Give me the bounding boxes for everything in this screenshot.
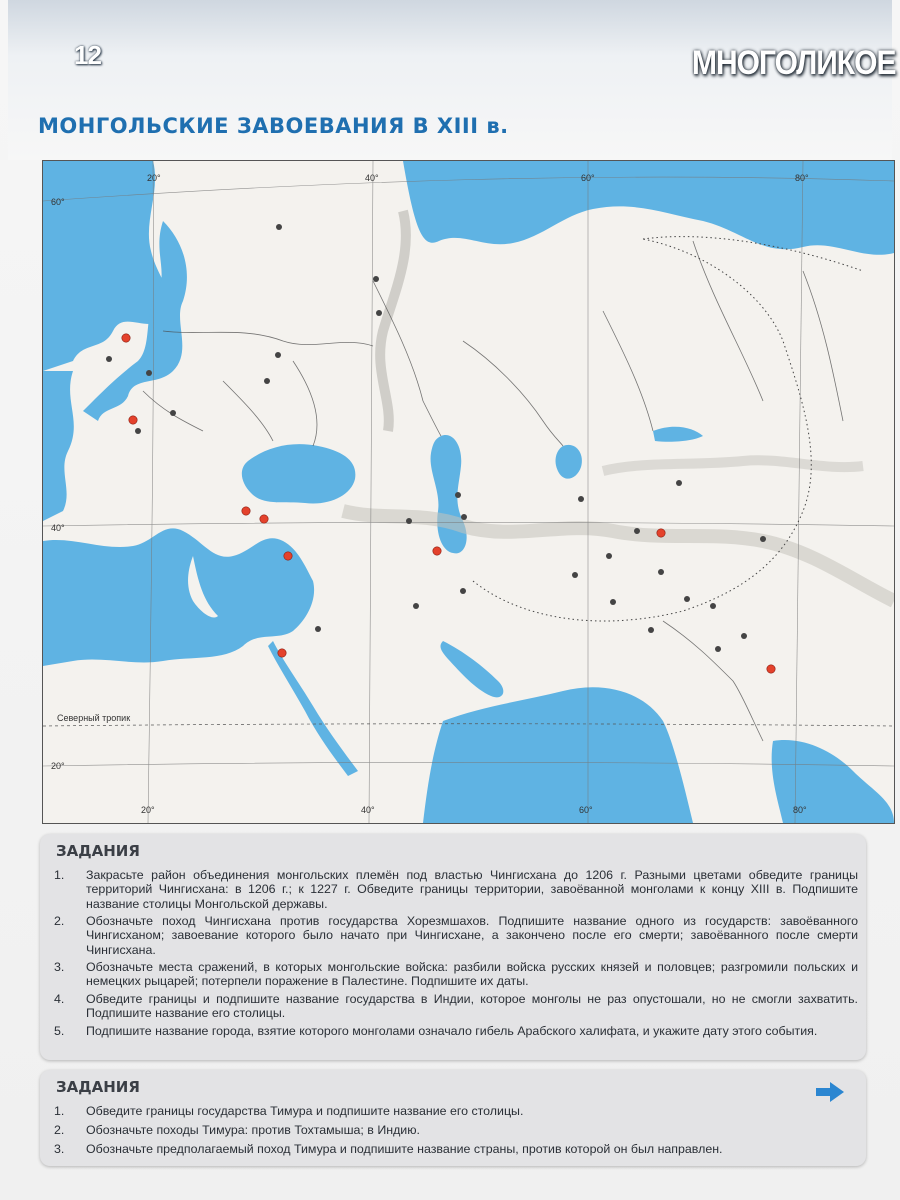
city-marker[interactable]: [648, 627, 654, 633]
task-item: [54, 1123, 860, 1139]
task-item: [54, 960, 860, 990]
city-marker[interactable]: [460, 588, 466, 594]
task-text: Подпишите название города, взятие которого монголами означало гибель Арабского халифата, и укажите дату этого события.: [86, 1024, 818, 1038]
city-marker[interactable]: [634, 528, 640, 534]
brand-title: МНОГОЛИКОЕ: [692, 44, 896, 82]
city-marker[interactable]: [376, 310, 382, 316]
task-number: 3.: [54, 960, 65, 974]
city-marker[interactable]: [741, 633, 747, 639]
city-marker[interactable]: [264, 378, 270, 384]
task-item: [54, 868, 860, 912]
longitude-label-60: 60°: [581, 173, 595, 183]
task-number: 2.: [54, 1123, 65, 1137]
battle-marker[interactable]: [284, 552, 292, 560]
task-number: 3.: [54, 1142, 65, 1156]
city-marker[interactable]: [715, 646, 721, 652]
city-marker[interactable]: [606, 553, 612, 559]
contour-map: [42, 160, 895, 824]
city-marker[interactable]: [610, 599, 616, 605]
battle-marker[interactable]: [767, 665, 775, 673]
longitude-label-80: 80°: [795, 173, 809, 183]
battle-marker[interactable]: [129, 416, 137, 424]
city-marker[interactable]: [684, 596, 690, 602]
task-number: 5.: [54, 1024, 65, 1038]
city-marker[interactable]: [461, 514, 467, 520]
tasks-panel-mongols: [40, 834, 866, 1060]
page-title: МОНГОЛЬСКИЕ ЗАВОЕВАНИЯ В XIII в.: [38, 114, 509, 138]
tropic-label: Северный тропик: [57, 713, 131, 723]
city-marker[interactable]: [275, 352, 281, 358]
task-text: Обведите границы государства Тимура и подпишите название его столицы.: [86, 1104, 524, 1118]
task-number: 1.: [54, 1104, 65, 1118]
city-marker[interactable]: [658, 569, 664, 575]
battle-marker[interactable]: [242, 507, 250, 515]
latitude-label-20: 20°: [51, 761, 65, 771]
city-marker[interactable]: [135, 428, 141, 434]
task-text: Обозначьте походы Тимура: против Тохтамыша; в Индию.: [86, 1123, 420, 1137]
battle-marker[interactable]: [278, 649, 286, 657]
task-item: [54, 1104, 860, 1120]
task-item: [54, 914, 860, 958]
battle-marker[interactable]: [122, 334, 130, 342]
longitude-label-60-bottom: 60°: [579, 805, 593, 815]
task-text: Обозначьте поход Чингисхана против государства Хорезмшахов. Подпишите название одного из государств: завоёванного Чингисханом; завоевание которого было начато при Чингисхане, а закончено после его смерти; завоёванного после смерти Чингисхана.: [86, 914, 858, 957]
task-number: 1.: [54, 868, 65, 882]
city-marker[interactable]: [572, 572, 578, 578]
battle-marker[interactable]: [260, 515, 268, 523]
city-marker[interactable]: [106, 356, 112, 362]
city-marker[interactable]: [760, 536, 766, 542]
map-svg: [43, 161, 894, 823]
longitude-label-40-bottom: 40°: [361, 805, 375, 815]
longitude-label-20-bottom: 20°: [141, 805, 155, 815]
city-marker[interactable]: [373, 276, 379, 282]
city-marker[interactable]: [455, 492, 461, 498]
task-item: [54, 992, 860, 1022]
right-arrow-icon[interactable]: [814, 1080, 846, 1104]
city-marker[interactable]: [578, 496, 584, 502]
task-text: Обозначьте предполагаемый поход Тимура и подпишите название страны, против которой он был направлен.: [86, 1142, 723, 1156]
longitude-label-20: 20°: [147, 173, 161, 183]
latitude-label-40: 40°: [51, 523, 65, 533]
task-text: Обозначьте места сражений, в которых монгольские войска: разбили войска русских князей и половцев; разгромили польских и немецких рыцарей; потерпели поражение в Палестине. Подпишите их даты.: [86, 960, 858, 989]
task-item: [54, 1142, 860, 1158]
city-marker[interactable]: [406, 518, 412, 524]
city-marker[interactable]: [315, 626, 321, 632]
city-marker[interactable]: [146, 370, 152, 376]
city-marker[interactable]: [170, 410, 176, 416]
task-number: 2.: [54, 914, 65, 928]
tasks-heading: ЗАДАНИЯ: [56, 842, 140, 860]
longitude-label-80-bottom: 80°: [793, 805, 807, 815]
city-marker[interactable]: [276, 224, 282, 230]
task-text: Обведите границы и подпишите название государства в Индии, которое монголы не раз опустошали, но не смогли захватить. Подпишите название его столицы.: [86, 992, 858, 1021]
battle-marker[interactable]: [657, 529, 665, 537]
page-number: 12: [74, 40, 101, 70]
task-number: 4.: [54, 992, 65, 1006]
city-marker[interactable]: [676, 480, 682, 486]
task-text: Закрасьте район объединения монгольских племён под властью Чингисхана до 1206 г. Разными цветами обведите границы территорий Чингисхана: в 1206 г.; к 1227 г. Обведите границы территории, завоёванной монголами к концу XIII в. Подпишите название столицы Монгольской державы.: [86, 868, 858, 911]
city-marker[interactable]: [710, 603, 716, 609]
tasks-panel-timur: [40, 1070, 866, 1166]
longitude-label-40: 40°: [365, 173, 379, 183]
task-item: [54, 1024, 860, 1054]
tasks-heading: ЗАДАНИЯ: [56, 1078, 140, 1096]
battle-marker[interactable]: [433, 547, 441, 555]
city-marker[interactable]: [413, 603, 419, 609]
latitude-label-60: 60°: [51, 197, 65, 207]
